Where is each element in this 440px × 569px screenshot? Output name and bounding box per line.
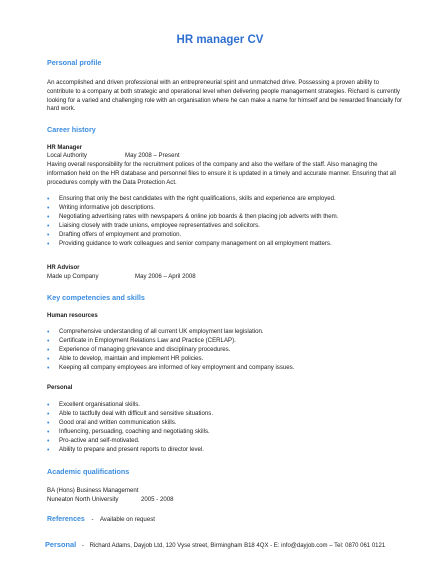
bullet-icon: • (47, 447, 50, 455)
bullet-icon: • (47, 356, 50, 364)
job-dates: May 2008 – Present (125, 152, 180, 159)
bullet-icon: • (47, 438, 50, 446)
list-item: • Keeping all company employees are informed of key employment and company issues. (47, 364, 295, 373)
job-dates: May 2006 – April 2008 (135, 273, 196, 280)
bullet-icon: • (47, 411, 50, 419)
list-item: • Experience of managing grievance and disciplinary procedures. (47, 346, 231, 355)
personal-separator: - (81, 543, 84, 549)
list-item: • Writing informative job descriptions. (47, 204, 156, 213)
personal-contact: Richard Adams, Dayjob Ltd, 120 Vyse street, Birmingham B18 4QX - E: info@dayjob.com – Tel: 0870 061 0121 (89, 543, 386, 549)
list-item: • Comprehensive understanding of all current UK employment law legislation. (47, 328, 264, 336)
bullet-icon: • (47, 402, 50, 409)
job-title: HR Advisor (47, 265, 80, 271)
list-item: • Able to develop, maintain and implement HR policies. (47, 355, 204, 364)
list-item: • Good oral and written communication skills. (47, 419, 177, 428)
list-item: • Negotiating advertising rates with newspapers & online job boards & then placing job adverts with them. (47, 213, 339, 222)
references-separator: - (91, 516, 94, 523)
profile-heading: Personal profile (47, 58, 102, 67)
academic-meta (47, 496, 174, 505)
competency-bullet-list (47, 401, 407, 456)
list-item: • Ensuring that only the best candidates with the right qualifications, skills and experience are employed. (47, 195, 336, 203)
references-text: Available on request (99, 516, 155, 523)
bullet-icon: • (47, 205, 50, 213)
competency-group-title: Personal (47, 385, 73, 391)
career-heading: Career history (47, 125, 96, 134)
competency-bullet-list (47, 328, 407, 373)
list-item: • Pro-active and self-motivated. (47, 437, 140, 446)
list-item: • Certificate in Employment Relations Law and Practice (CERLAP). (47, 337, 236, 346)
list-item: • Excellent organisational skills. (47, 401, 140, 409)
references-label: References (47, 516, 85, 523)
competencies-heading: Key competencies and skills (47, 293, 145, 302)
bullet-icon: • (47, 223, 50, 231)
competency-group-title: Human resources (47, 313, 98, 319)
academic-heading: Academic qualifications (47, 467, 130, 476)
bullet-icon: • (47, 329, 50, 336)
bullet-icon: • (47, 347, 50, 355)
job-bullet-list (47, 195, 407, 250)
list-item: • Able to tactfully deal with difficult and sensitive situations. (47, 410, 214, 419)
job-company: Local Authority (47, 152, 87, 159)
bullet-icon: • (47, 232, 50, 240)
job-title: HR Manager (47, 145, 83, 151)
degree: BA (Hons) Business Management (47, 487, 139, 494)
profile-text: An accomplished and driven professional with an entrepreneurial spirit and unmatched drive. Possessing a proven ability to contribute to a company at both strategic and operational level when delivering people management strategies. Richard is currently looking for a varied and challenging role with an organisation where he can make a name for himself and be rewarded financially for hard work. (47, 79, 402, 113)
job-meta (47, 152, 180, 161)
bullet-icon: • (47, 196, 50, 203)
references-line (47, 515, 155, 525)
bullet-icon: • (47, 241, 50, 249)
personal-label: Personal (45, 540, 77, 549)
bullet-icon: • (47, 365, 50, 373)
bullet-icon: • (47, 338, 50, 346)
list-item: • Drafting offers of employment and promotion. (47, 231, 182, 240)
job-meta (47, 273, 196, 282)
job-company: Made up Company (47, 273, 99, 280)
academic-dates: 2005 - 2008 (141, 496, 174, 503)
job-description: Having overall responsibility for the recruitment polices of the company and also the welfare of the staff. Also managing the information held on the HR database and personnel files to ensure it is updated in a timely and accurate manner. Ensuring that all procedures comply with the Data Protection Act. (47, 161, 396, 186)
institution: Nuneaton North University (47, 496, 119, 503)
personal-footer (45, 540, 385, 551)
document-title: HR manager CV (176, 34, 264, 46)
list-item: • Liaising closely with trade unions, employee representatives and solicitors. (47, 222, 260, 231)
bullet-icon: • (47, 429, 50, 437)
list-item: • Providing guidance to work colleagues and senior company management on all employment matters. (47, 240, 332, 249)
bullet-icon: • (47, 214, 50, 222)
list-item: • Ability to prepare and present reports to director level. (47, 446, 204, 455)
list-item: • Influencing, persuading, coaching and negotiating skills. (47, 428, 210, 437)
bullet-icon: • (47, 420, 50, 428)
